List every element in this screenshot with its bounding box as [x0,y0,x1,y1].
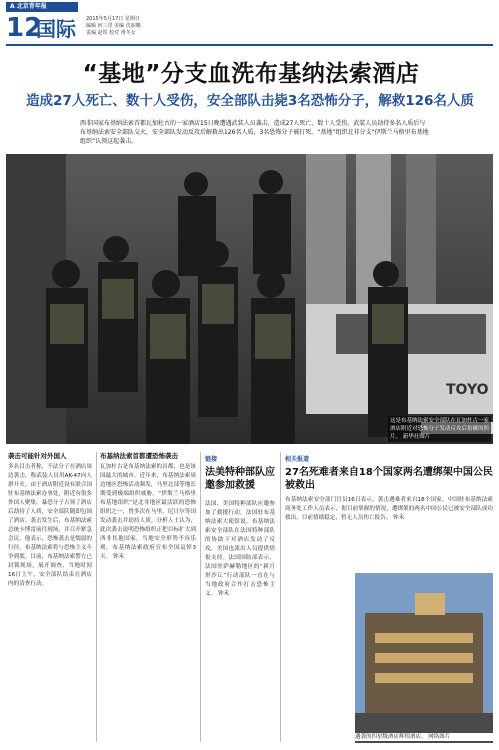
photo-caption: 这是布基纳法索安全部队在瓦加杜古一家酒店附近对恐怖分子发动反攻后拍摄的照片。 新华社图片 [390,418,490,440]
column-divider [96,452,97,742]
hotel-photo [355,573,493,743]
lead-paragraph: 西非国家布基纳法索首都瓦加杜古的一家酒店15日晚遭遇武装人员袭击，造成27人死亡、数十人受伤。武装人员劫持多名人质后与布基纳法索安全部队交火，安全部队发动反攻后解救出126名人质，3名恐怖分子被打死。“基地”组织北非分支“伊斯兰马格里布基地组织”认领这起袭击。 [80,120,429,145]
proof-line: 责编 赵铁 校对 黄冬女 [86,30,136,36]
column-divider [280,452,281,742]
column-2-body: 瓦加杜古是布基纳法索的首都，也是该国最大的城市。近年来，布基纳法索周边地区恐怖活动频发，马里北部等地长期受到极端组织威胁。“伊斯兰马格里布基地组织”是北非地区最活跃的恐怖组织之一，曾多次在马里、尼日尔等国发动袭击并劫持人质。分析人士认为，此次袭击说明恐怖组织正把目标扩大到西非其他国家，当地安全形势不容乐观。布基纳法索政府宣布全国哀悼3天。 钟禾 [100,464,196,560]
column-1-body: 多名目击者称，不法分子在酒店周边袭击，称武装人员用AK-47向人群开火。由于酒店附近设有联合国驻布基纳法索办事处，附近有很多外国人聚集。暴恐分子占领了酒店后劫持了人质，安全部队随即包围了酒店。袭击发生后，布基纳法索总统卡博雷前往现场，并召开紧急会议。他表示，恐怖袭击是懦弱的行径，布基纳法索将与恐怖主义斗争到底。目前，布基纳法索警方已封锁现场，展开调查。当地时间16日上午，安全部队结束在酒店内的清查行动。 [8,464,92,587]
header-divider [6,44,493,46]
section-title: 国际 [36,17,76,41]
main-photo [6,154,493,444]
column-1-title: 袭击可能针对外国人 [8,452,67,460]
column-3-body: 法国、美国特种部队应邀参加了救援行动。法国驻布基纳法索大使馆说，布基纳法索安全部队在法国特种部队的协助下对酒店发动了反攻，美国也派出人员提供情报支持。法国国防部表示，法国驻萨赫勒地区的“新月形沙丘”行动部队一直在与当地政府合作打击恐怖主义。 钟禾 [205,501,275,597]
column-4-body: 布基纳法索安全部门官员16日表示，袭击遇难者来自18个国家。中国驻布基纳法索商务处工作人员表示，据目前掌握的情况，遭绑架的两名中国公民已被安全部队成功救出，目前情绪稳定，暂无人员伤亡报告。 钟禾 [285,497,493,521]
newspaper-logo: A 北京青年报 [6,2,78,12]
column-divider [200,452,201,742]
issue-meta [86,16,141,37]
editor-line: 编辑 何三里 美编 沈丽娜 [86,23,141,29]
column-4-title: 27名死难者来自18个国家两名遭绑架中国公民被救出 [285,467,493,491]
page-number: 12 [6,13,43,43]
hotel-photo-caption: 遇袭的四星级酒店辉煌酒店。 网络图片 [355,733,493,741]
column-3-title: 法美特种部队应邀参加救援 [205,467,275,491]
column-4-body-continued [285,573,351,733]
issue-date: 2015年5月17日 星期日 [86,16,140,22]
link-label: 链接 [205,456,218,463]
svg-text:TOYO: TOYO [446,382,489,398]
main-headline: “基地”分支血洗布基纳法索酒店 [82,61,420,87]
sub-headline: 造成27人死亡、数十人受伤，安全部队击毙3名恐怖分子，解救126名人质 [26,93,474,109]
column-2-title: 布基纳法索首都遭恐怖袭击 [100,452,178,460]
related-label: 相关报道 [285,456,310,463]
